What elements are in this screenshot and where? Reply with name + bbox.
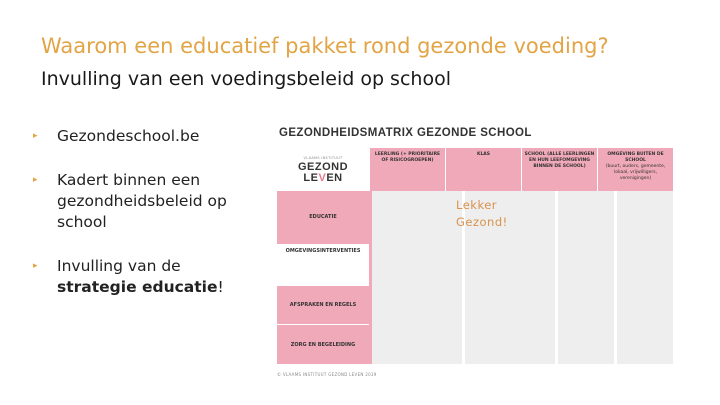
bullet-arrow-icon: ▸	[33, 261, 38, 271]
bullet-text: Kadert binnen een gezondheidsbeleid op school	[57, 171, 227, 231]
matrix-row-label: EDUCATIE	[277, 191, 369, 243]
matrix-column-cells	[614, 191, 673, 364]
gezond-leven-logo	[277, 148, 369, 191]
logo-line-2-b: EN	[326, 171, 343, 184]
matrix-copyright: © VLAAMS INSTITUUT GEZOND LEVEN 2019	[277, 372, 377, 377]
matrix-column-header	[597, 148, 673, 191]
logo-line-2-a: LE	[303, 171, 319, 184]
slide-title: Waarom een educatief pakket rond gezonde voeding?	[41, 34, 609, 58]
matrix-column-cells	[369, 191, 462, 364]
matrix-column-header	[369, 148, 445, 191]
column-label: OMGEVING BUITEN DE SCHOOL	[607, 152, 664, 163]
matrix-header	[277, 148, 673, 191]
bullet-text: !	[217, 278, 224, 296]
matrix-column-header	[445, 148, 521, 191]
heart-icon: V	[318, 171, 327, 184]
bullet-arrow-icon: ▸	[33, 175, 38, 185]
bullet-text: Gezondeschool.be	[57, 127, 200, 145]
column-note: (buurt, ouders, gemeente, lokaal, vrijwilligers, verenigingen)	[605, 164, 666, 181]
logo-small-text: VLAAMS INSTITUUT	[303, 155, 343, 160]
matrix-column-header	[521, 148, 597, 191]
column-label: LEERLING (+ PRIORITAIRE OF RISICOGROEPEN)	[374, 152, 441, 163]
logo-line-1: GEZOND	[297, 160, 349, 173]
bullet-arrow-icon: ▸	[33, 131, 38, 141]
matrix-row-label: AFSPRAKEN EN REGELS	[277, 285, 369, 325]
column-label: KLAS	[476, 152, 491, 157]
lekker-gezond-annotation: Lekker Gezond!	[456, 198, 508, 229]
matrix-row-labels	[277, 191, 369, 364]
column-label: SCHOOL (ALLE LEERLINGEN EN HUN LEEFOMGEVING BINNEN DE SCHOOL)	[524, 152, 595, 169]
matrix-title: GEZONDHEIDSMATRIX GEZONDE SCHOOL	[279, 127, 532, 139]
matrix-row-label: ZORG EN BEGELEIDING	[277, 324, 369, 364]
logo-line-2	[303, 173, 342, 184]
bullet-list	[33, 126, 233, 298]
bullet-item	[33, 126, 233, 147]
bullet-item	[33, 170, 233, 233]
matrix-row-label: OMGEVINGSINTERVENTIES	[277, 243, 369, 285]
matrix-column-cells	[555, 191, 614, 364]
bullet-bold-text: strategie educatie	[57, 278, 218, 296]
bullet-item	[33, 256, 233, 298]
slide-subtitle: Invulling van een voedingsbeleid op school	[41, 68, 451, 90]
bullet-text: Invulling van de	[57, 257, 181, 275]
